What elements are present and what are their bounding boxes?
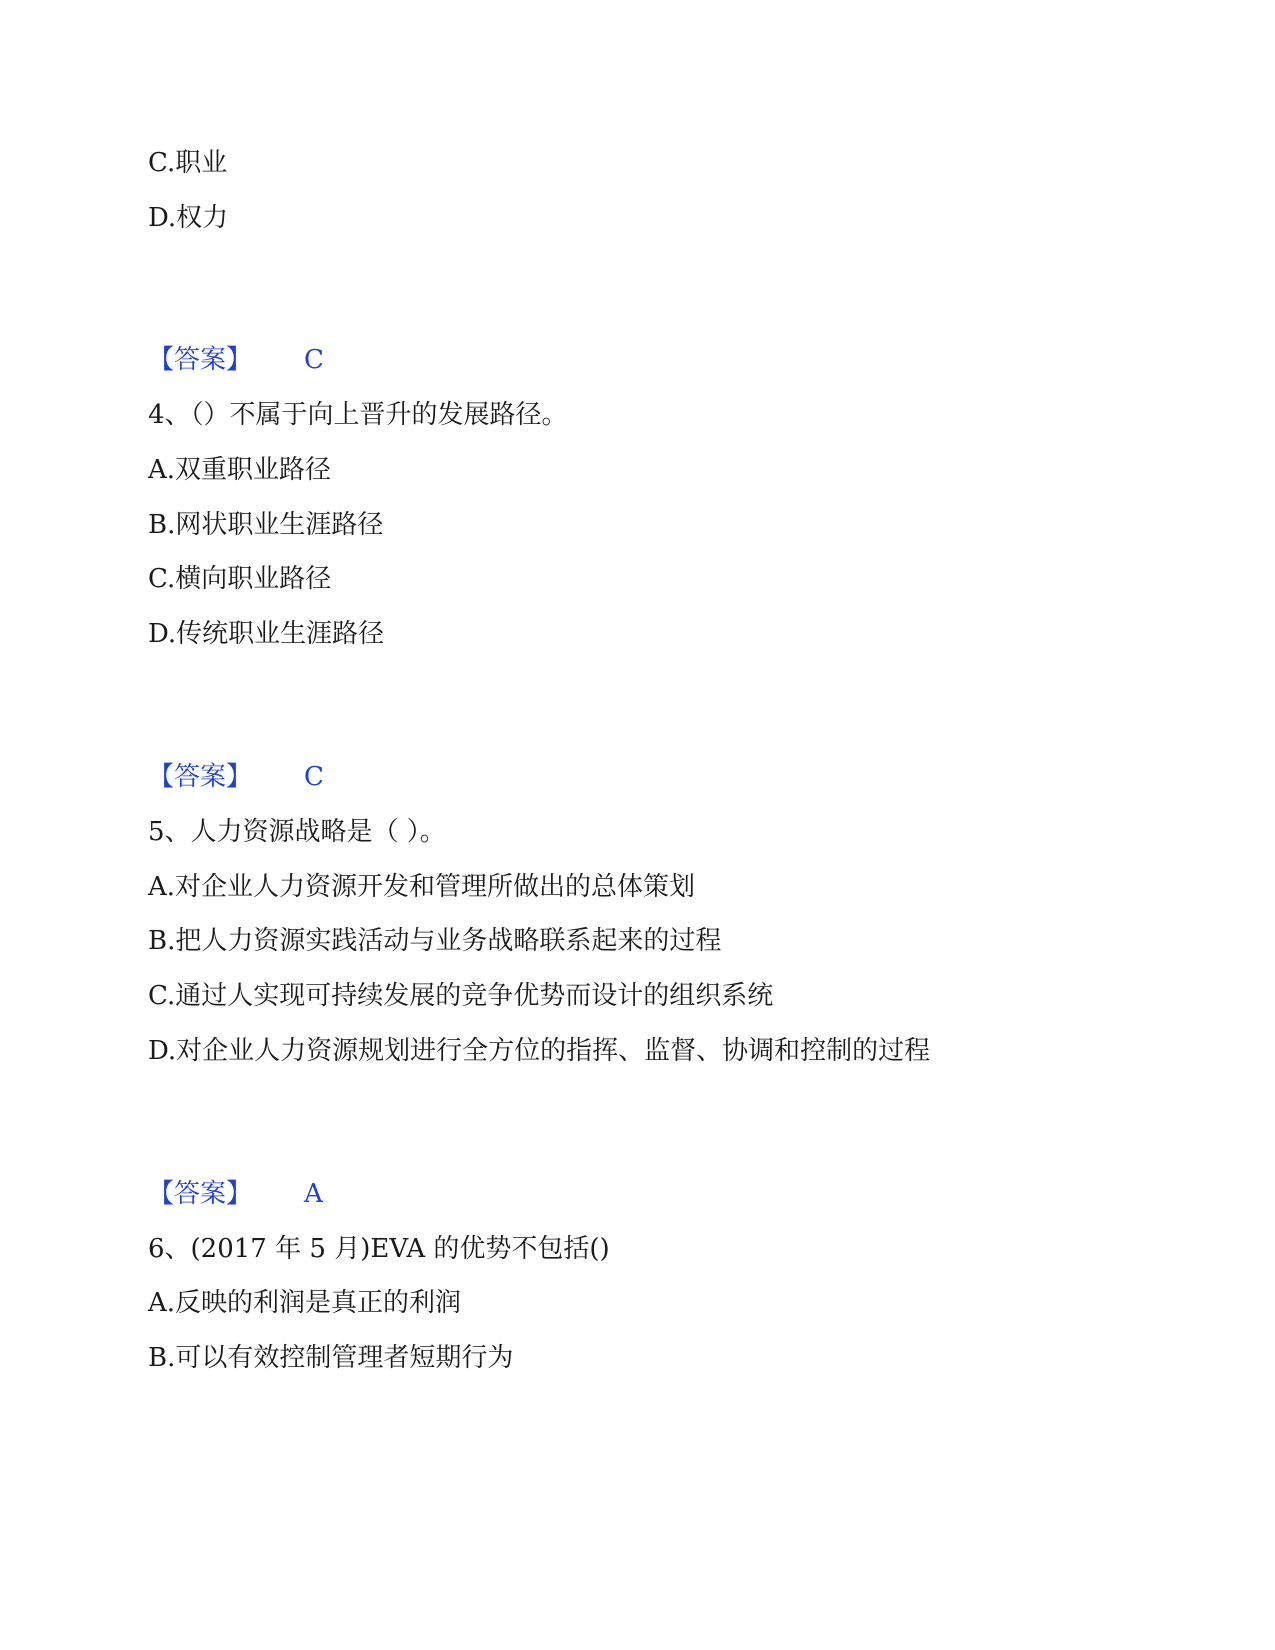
answer-line-q3: [148, 343, 324, 377]
option-d-q4: D.传统职业生涯路径: [148, 619, 385, 649]
answer-line-q4: [148, 760, 324, 794]
option-c-q5: C.通过人实现可持续发展的竞争优势而设计的组织系统: [148, 981, 774, 1011]
option-d-q5: D.对企业人力资源规划进行全方位的指挥、监督、协调和控制的过程: [148, 1036, 931, 1066]
answer-label: 【答案】: [148, 762, 253, 792]
option-b-q5: B.把人力资源实践活动与业务战略联系起来的过程: [148, 926, 722, 956]
question-5: 5、人力资源战略是（ ）。: [148, 817, 446, 847]
answer-value: C: [304, 762, 324, 792]
option-b-q4: B.网状职业生涯路径: [148, 510, 384, 540]
option-a-q5: A.对企业人力资源开发和管理所做出的总体策划: [148, 872, 696, 902]
answer-label: 【答案】: [148, 345, 253, 375]
question-6: 6、(2017 年 5 月)EVA 的优势不包括(): [148, 1234, 610, 1264]
question-4: 4、（）不属于向上晋升的发展路径。: [148, 400, 568, 430]
answer-label: 【答案】: [148, 1179, 253, 1209]
answer-line-q5: [148, 1177, 323, 1211]
option-b-q6: B.可以有效控制管理者短期行为: [148, 1343, 514, 1373]
option-a-q6: A.反映的利润是真正的利润: [148, 1288, 462, 1318]
answer-value: C: [304, 345, 324, 375]
answer-value: A: [304, 1179, 323, 1209]
option-c-q3: C.职业: [148, 148, 228, 178]
option-a-q4: A.双重职业路径: [148, 455, 332, 485]
option-d-q3: D.权力: [148, 203, 229, 233]
option-c-q4: C.横向职业路径: [148, 564, 332, 594]
